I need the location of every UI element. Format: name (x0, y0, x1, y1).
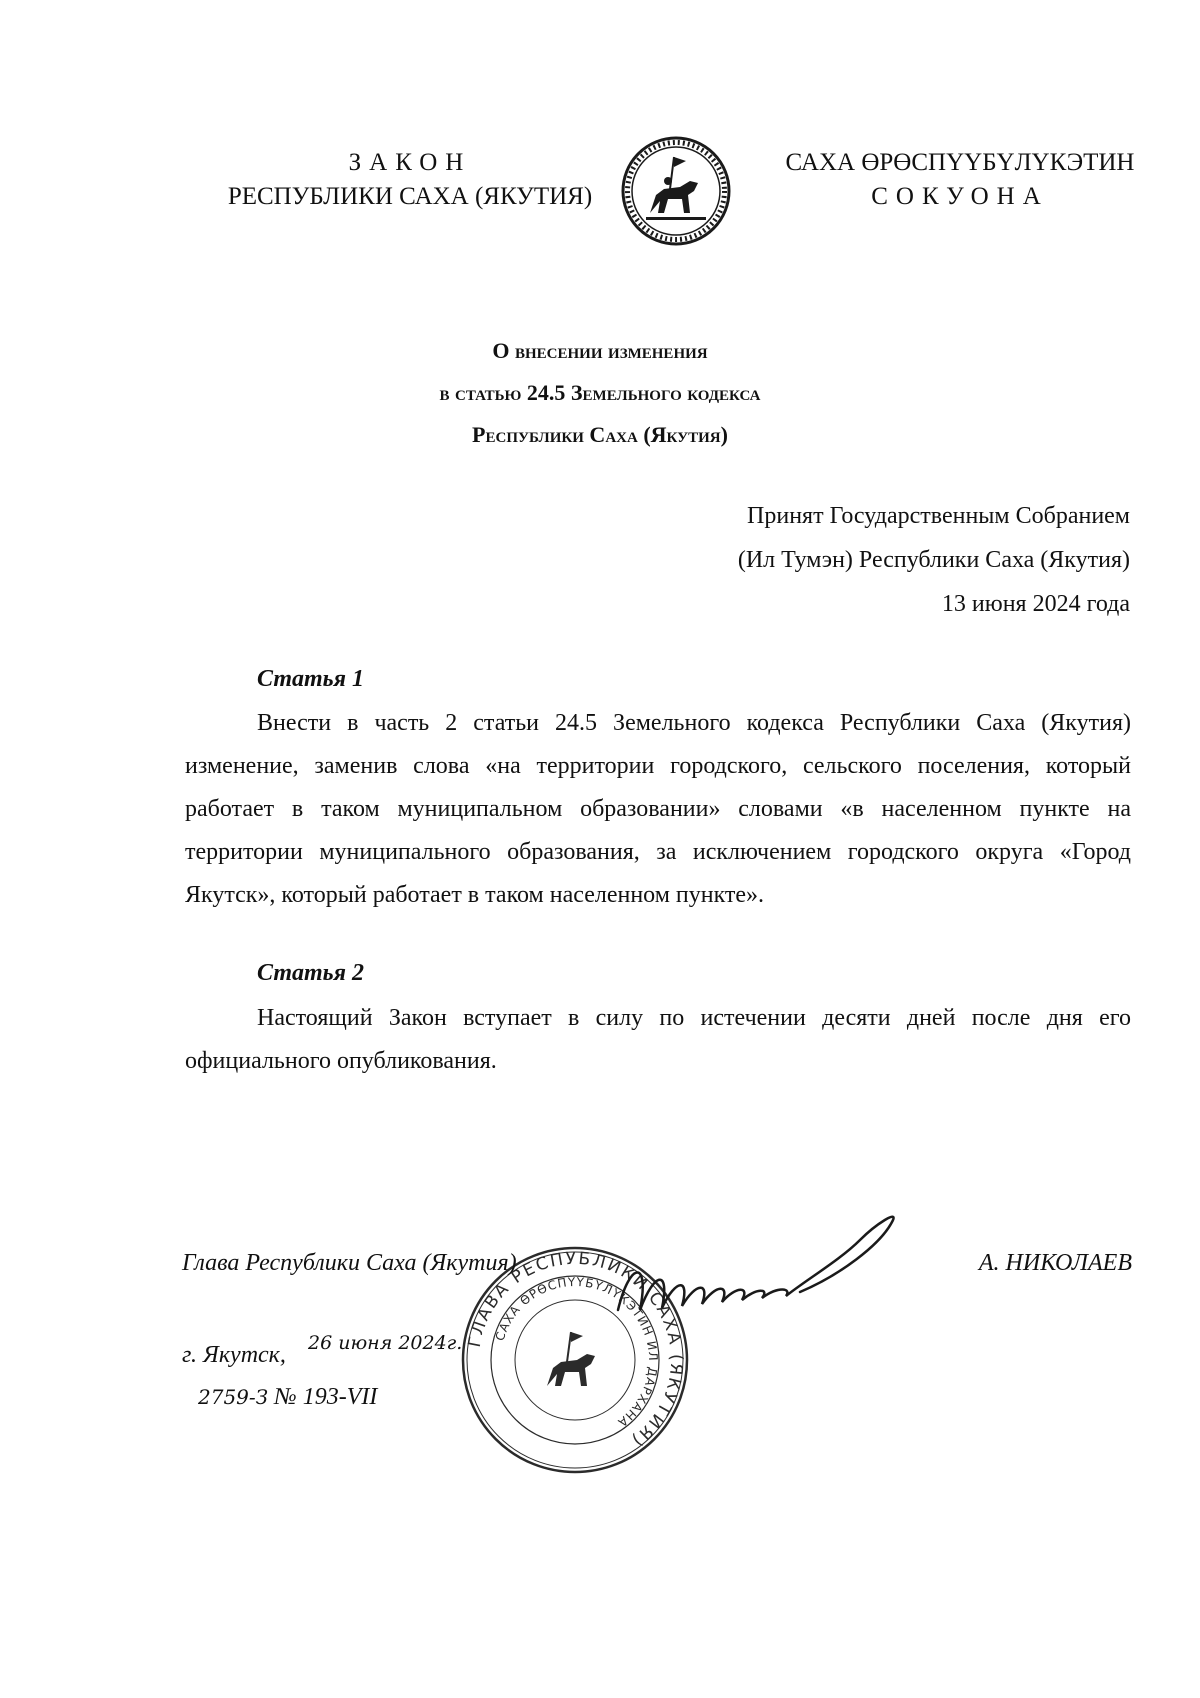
handwritten-date: 26 июня 2024г. (308, 1332, 463, 1354)
registration-printed: № 193-VII (268, 1384, 378, 1410)
header-left (200, 146, 620, 214)
handwritten-signature (610, 1200, 910, 1330)
adoption-note (738, 494, 1130, 626)
stamp-emblem-icon (547, 1332, 595, 1386)
article-1-text: Внести в часть 2 статьи 24.5 Земельного кодекса Республики Саха (Якутия) изменение, заменив слова «на территории городского, сельского поселения, который работает в таком муниципальном образовании» словами «в населенном пункте на территории муниципального образования, за исключением городского округа «Город Якутск», который работает в таком населенном пункте». (185, 710, 1131, 908)
title-line-2: в статью 24.5 Земельного кодекса (439, 380, 761, 405)
stamp-inner-text: САХА ӨРӨСПҮҮБҮЛҮКЭТИН ИЛ ДАРХАНА (492, 1274, 661, 1431)
adoption-line-2: (Ил Тумэн) Республики Саха (Якутия) (737, 547, 1130, 573)
document-title (300, 330, 900, 456)
stamp-ring-text: ГЛАВА РЕСПУБЛИКИ САХА (ЯКУТИЯ) (464, 1248, 687, 1452)
header-republic-name-sakha: САХА ӨРӨСПҮҮБҮЛҮКЭТИН (785, 149, 1135, 176)
signing-place: г. Якутск, (182, 1342, 286, 1368)
signatory-title: Глава Республики Саха (Якутия) (182, 1250, 517, 1276)
header-right (780, 146, 1140, 214)
header-republic-name: РЕСПУБЛИКИ САХА (ЯКУТИЯ) (227, 183, 593, 210)
title-line-1: О внесении изменения (492, 338, 708, 363)
coat-of-arms-icon (620, 135, 732, 247)
adoption-date: 13 июня 2024 года (941, 591, 1130, 617)
article-2-heading: Статья 2 (257, 960, 365, 986)
article-1-heading: Статья 1 (257, 666, 365, 692)
registration-handwritten: 2759-З (198, 1385, 269, 1409)
signatory-name: А. НИКОЛАЕВ (978, 1250, 1132, 1276)
adoption-line-1: Принят Государственным Собранием (747, 503, 1130, 529)
article-2-text: Настоящий Закон вступает в силу по истечении десяти дней после дня его официального опубликования. (185, 1005, 1131, 1074)
registration-number (198, 1384, 377, 1411)
header-law-word: ЗАКОН (348, 149, 472, 176)
title-line-3: Республики Саха (Якутия) (472, 422, 728, 447)
header-law-word-sakha: СОКУОНА (871, 183, 1049, 210)
